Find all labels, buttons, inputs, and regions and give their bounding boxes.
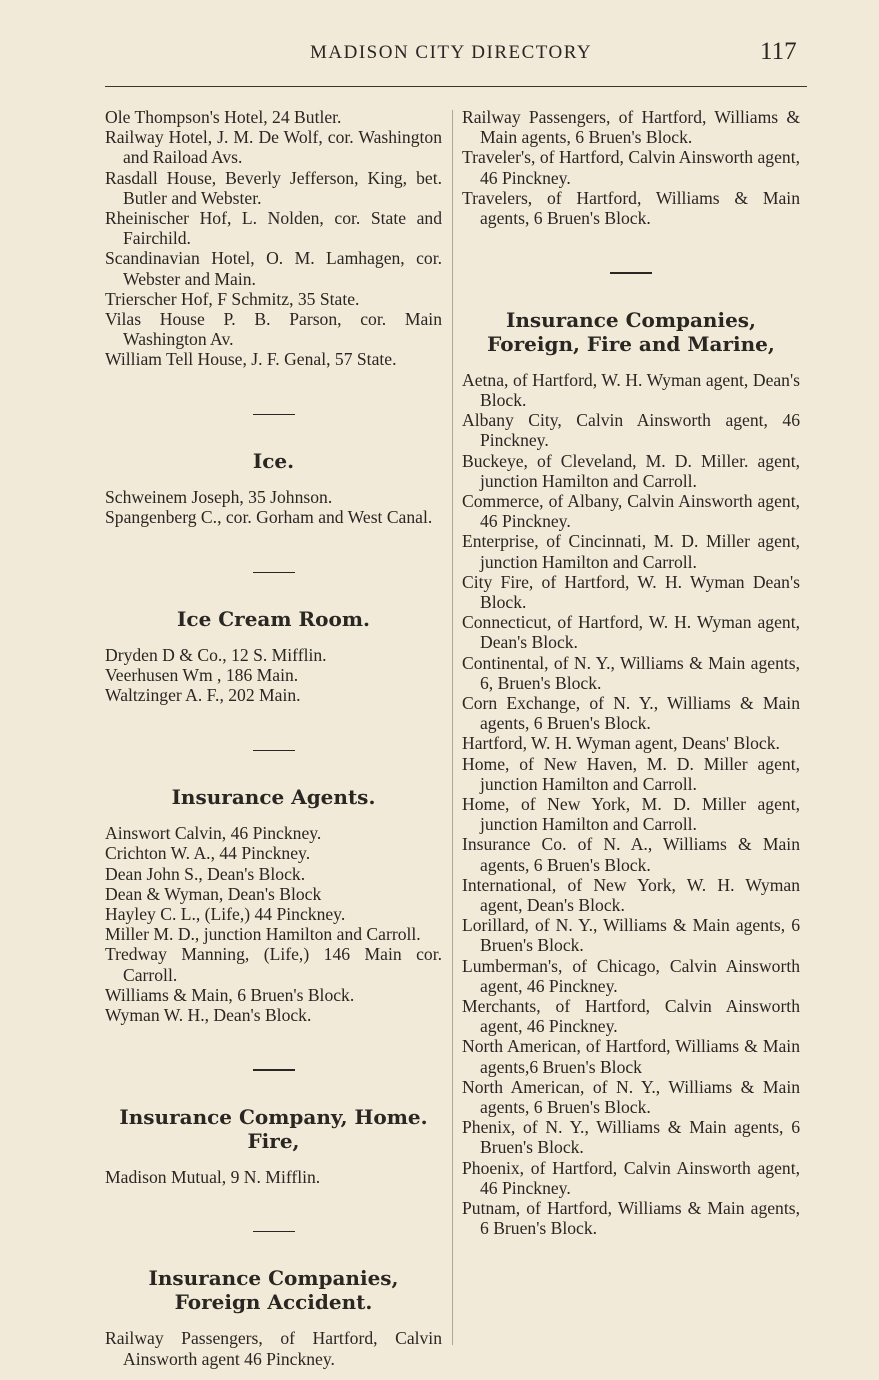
directory-entry: Lumberman's, of Chicago, Calvin Ainsworth agent, 46 Pinckney.: [462, 955, 800, 996]
directory-entry: Travelers, of Hartford, Williams & Main agents, 6 Bruen's Block.: [462, 187, 800, 229]
section-heading-home-fire: Insurance Company, Home. Fire,: [119, 1104, 428, 1153]
directory-entry: Ainswort Calvin, 46 Pinckney.: [105, 823, 322, 844]
running-title: MADISON CITY DIRECTORY: [310, 42, 593, 63]
header-rule: [105, 86, 807, 87]
directory-entry: Wyman W. H., Dean's Block.: [105, 1004, 312, 1025]
directory-entry: Williams & Main, 6 Bruen's Block.: [105, 984, 355, 1005]
directory-entry: Putnam, of Hartford, Williams & Main agents, 6 Bruen's Block.: [462, 1198, 800, 1239]
section-heading-ice: Ice.: [252, 449, 295, 474]
directory-entry: Insurance Co. of N. A., Williams & Main agents, 6 Bruen's Block.: [462, 834, 800, 875]
hotel-entry: William Tell House, J. F. Genal, 57 State.: [105, 349, 397, 370]
directory-entry: Dean & Wyman, Dean's Block: [105, 883, 322, 904]
directory-entry: Home, of New York, M. D. Miller agent, junction Hamilton and Carroll.: [462, 793, 800, 835]
page-number: 117: [760, 38, 797, 65]
directory-entry: Commerce, of Albany, Calvin Ainsworth agent, 46 Pinckney.: [462, 490, 800, 532]
directory-entry: Miller M. D., junction Hamilton and Carroll.: [105, 924, 421, 945]
directory-entry: Schweinem Joseph, 35 Johnson.: [105, 487, 333, 508]
directory-entry: Connecticut, of Hartford, W. H. Wyman agent, Dean's Block.: [462, 612, 800, 653]
directory-entry: North American, of Hartford, Williams & Main agents,6 Bruen's Block: [462, 1036, 800, 1077]
directory-entry: Aetna, of Hartford, W. H. Wyman agent, Dean's Block.: [462, 369, 800, 410]
directory-entry: Hartford, W. H. Wyman agent, Deans' Block.: [462, 733, 780, 754]
directory-entry: Merchants, of Hartford, Calvin Ainsworth agent, 46 Pinckney.: [462, 996, 800, 1037]
column-divider: [452, 110, 453, 1345]
hotel-entry: Vilas House P. B. Parson, cor. Main Washington Av.: [105, 309, 442, 350]
hotel-entry: Rheinischer Hof, L. Nolden, cor. State and Fairchild.: [105, 208, 442, 249]
directory-entry: International, of New York, W. H. Wyman agent, Dean's Block.: [462, 874, 800, 915]
directory-entry: Spangenberg C., cor. Gorham and West Canal.: [105, 507, 433, 528]
hotel-entry: Scandinavian Hotel, O. M. Lamhagen, cor. Webster and Main.: [105, 248, 442, 289]
directory-entry: Lorillard, of N. Y., Williams & Main agents, 6 Bruen's Block.: [462, 915, 800, 956]
directory-entry: Corn Exchange, of N. Y., Williams & Main agents, 6 Bruen's Block.: [462, 692, 800, 734]
directory-entry: Home, of New Haven, M. D. Miller agent, junction Hamilton and Carroll.: [462, 753, 800, 794]
page-header: [0, 38, 879, 78]
directory-entry: Enterprise, of Cincinnati, M. D. Miller agent, junction Hamilton and Carroll.: [462, 531, 800, 572]
hotel-entry: Trierscher Hof, F Schmitz, 35 State.: [105, 288, 360, 309]
directory-entry: Continental, of N. Y., Williams & Main agents, 6, Bruen's Block.: [462, 652, 800, 693]
hotel-entry: Railway Hotel, J. M. De Wolf, cor. Washington and Raiload Avs.: [105, 127, 442, 168]
hotel-entry: Rasdall House, Beverly Jefferson, King, bet. Butler and Webster.: [105, 167, 442, 208]
directory-entry: North American, of N. Y., Williams & Main agents, 6 Bruen's Block.: [462, 1076, 800, 1118]
left-column: [105, 107, 442, 1369]
directory-entry: Waltzinger A. F., 202 Main.: [105, 685, 301, 706]
section-heading-fire-marine: Insurance Companies, Foreign, Fire and Marine,: [487, 307, 775, 356]
directory-entry: Hayley C. L., (Life,) 44 Pinckney.: [105, 903, 346, 924]
directory-entry: Dean John S., Dean's Block.: [105, 863, 306, 884]
directory-entry: Tredway Manning, (Life,) 146 Main cor. Carroll.: [105, 944, 442, 985]
section-heading-foreign-accident: Insurance Companies, Foreign Accident.: [148, 1266, 399, 1315]
directory-entry: Railway Passengers, of Hartford, Williams & Main agents, 6 Bruen's Block.: [462, 107, 800, 148]
directory-entry: Railway Passengers, of Hartford, Calvin Ainsworth agent 46 Pinckney.: [105, 1328, 442, 1369]
directory-entry: Dryden D & Co., 12 S. Mifflin.: [105, 645, 327, 666]
directory-entry: Buckeye, of Cleveland, M. D. Miller. agent, junction Hamilton and Carroll.: [462, 450, 800, 491]
right-column: [462, 107, 800, 1238]
directory-entry: Crichton W. A., 44 Pinckney.: [105, 843, 311, 864]
directory-entry: Phoenix, of Hartford, Calvin Ainsworth agent, 46 Pinckney.: [462, 1157, 800, 1198]
directory-entry: Phenix, of N. Y., Williams & Main agents, 6 Bruen's Block.: [462, 1117, 800, 1158]
section-heading-insurance-agents: Insurance Agents.: [171, 785, 376, 810]
directory-entry: Madison Mutual, 9 N. Mifflin.: [105, 1166, 321, 1187]
directory-entry: Traveler's, of Hartford, Calvin Ainsworth agent, 46 Pinckney.: [462, 147, 800, 188]
section-heading-ice-cream: Ice Cream Room.: [177, 607, 370, 632]
hotel-entry: Ole Thompson's Hotel, 24 Butler.: [105, 107, 342, 127]
directory-entry: Veerhusen Wm , 186 Main.: [105, 665, 299, 686]
directory-entry: City Fire, of Hartford, W. H. Wyman Dean's Block.: [462, 571, 800, 612]
directory-entry: Albany City, Calvin Ainsworth agent, 46 Pinckney.: [462, 410, 800, 451]
